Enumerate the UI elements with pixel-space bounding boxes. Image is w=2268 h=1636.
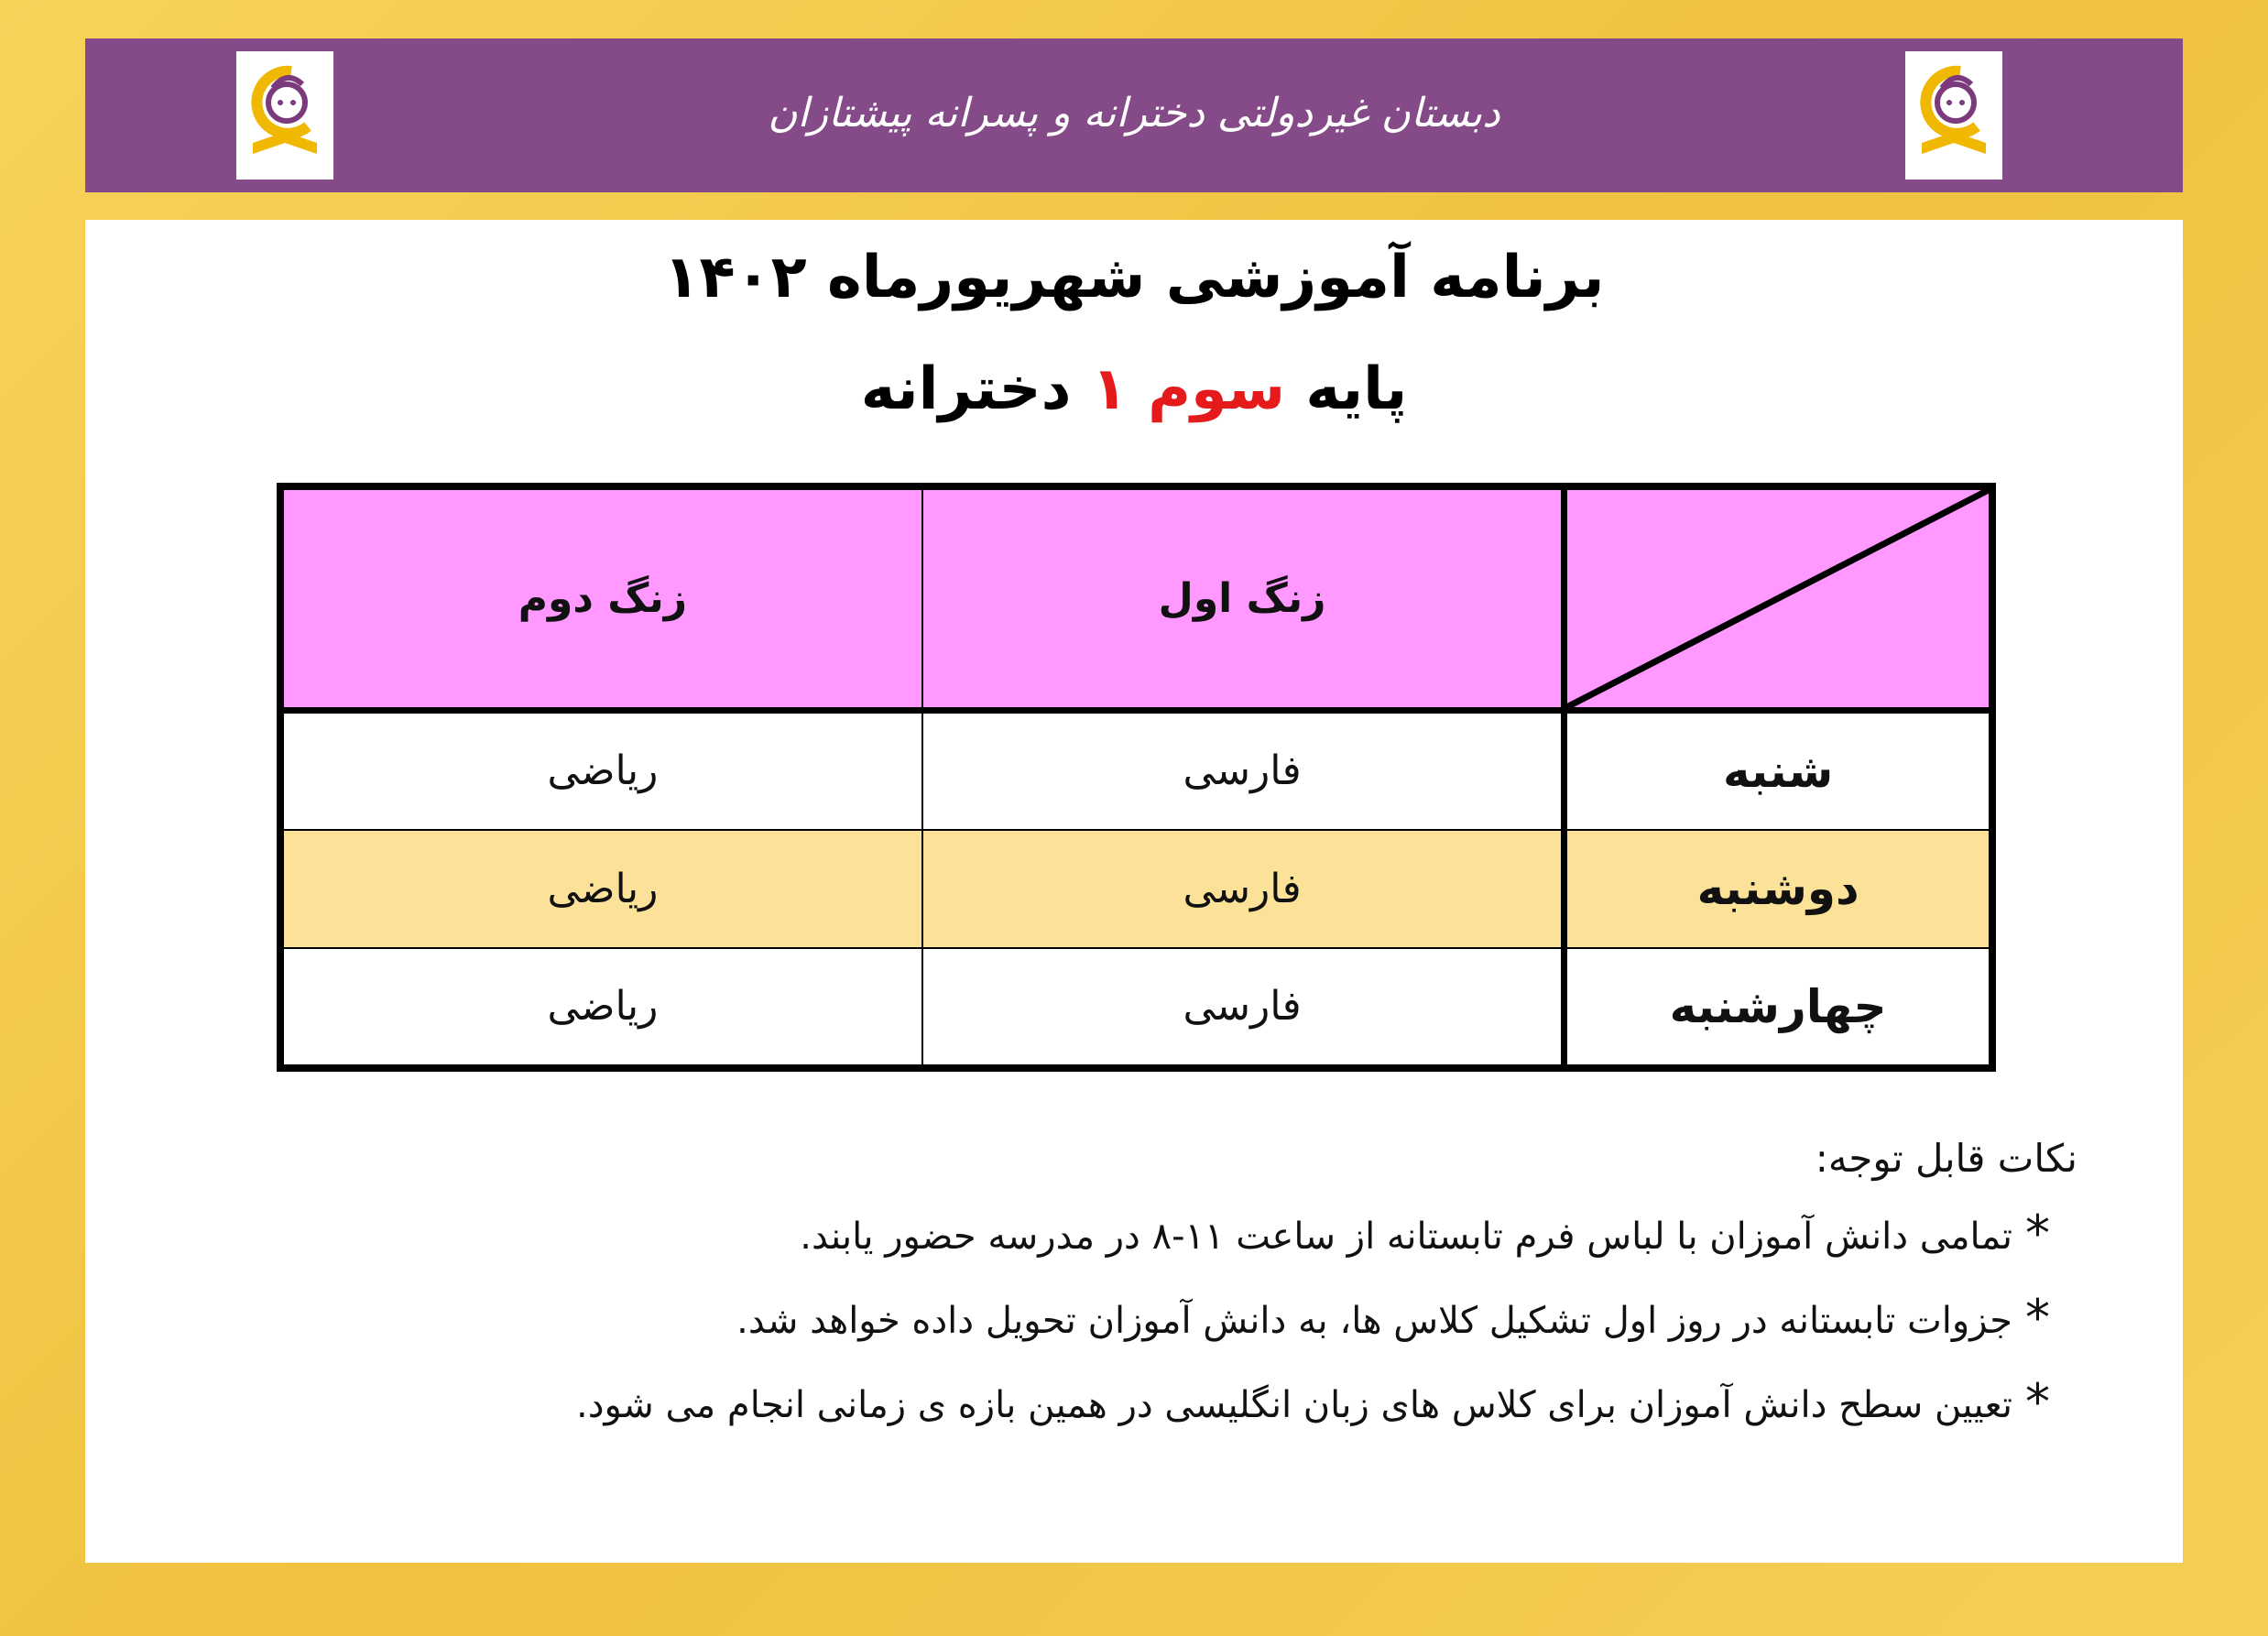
bullet-icon: * [2025,1289,2050,1347]
table-header-row [280,486,1992,710]
note-item [337,1289,2050,1347]
corner-cell [1565,486,1992,710]
table-row [280,948,1992,1068]
note-item [337,1373,2050,1431]
diagonal-line [1567,490,1989,707]
table-cell: فارسی [922,830,1565,947]
note-item [337,1205,2050,1262]
day-cell: شنبه [1565,710,1992,830]
notes-title: نکات قابل توجه: [1815,1136,2077,1181]
table-cell: فارسی [922,948,1565,1068]
table-row [280,830,1992,947]
school-logo-icon [1905,51,2002,180]
column-header: زنگ دوم [280,486,922,710]
bullet-icon: * [2025,1205,2050,1262]
page-subtitle [85,355,2183,423]
subtitle-class: سوم ۱ [1091,355,1286,423]
bullet-icon: * [2025,1373,2050,1431]
table-cell: ریاضی [280,948,922,1068]
content-panel [85,220,2183,1563]
subtitle-grade: پایه [1305,355,1408,423]
school-name: دبستان غیردولتی دخترانه و پسرانه پیشتازان [768,90,1500,136]
note-text: تعیین سطح دانش آموزان برای کلاس های زبان انگلیسی در همین بازه ی زمانی انجام می شود. [576,1384,2012,1426]
subtitle-gender: دخترانه [860,355,1072,423]
note-text: جزوات تابستانه در روز اول تشکیل کلاس ها، به دانش آموزان تحویل داده خواهد شد. [736,1300,2012,1342]
column-header: زنگ اول [922,486,1565,710]
table-cell: فارسی [922,710,1565,830]
header-banner [85,38,2183,192]
note-text: تمامی دانش آموزان با لباس فرم تابستانه از ساعت ۱۱-۸ در مدرسه حضور یابند. [800,1216,2012,1258]
notes-section [337,1136,2077,1468]
table-cell: ریاضی [280,830,922,947]
table-row [280,710,1992,830]
schedule-table [277,483,1996,1072]
day-cell: دوشنبه [1565,830,1992,947]
day-cell: چهارشنبه [1565,948,1992,1068]
page-title: برنامه آموزشی شهریورماه ۱۴۰۲ [663,244,1605,311]
table-cell: ریاضی [280,710,922,830]
